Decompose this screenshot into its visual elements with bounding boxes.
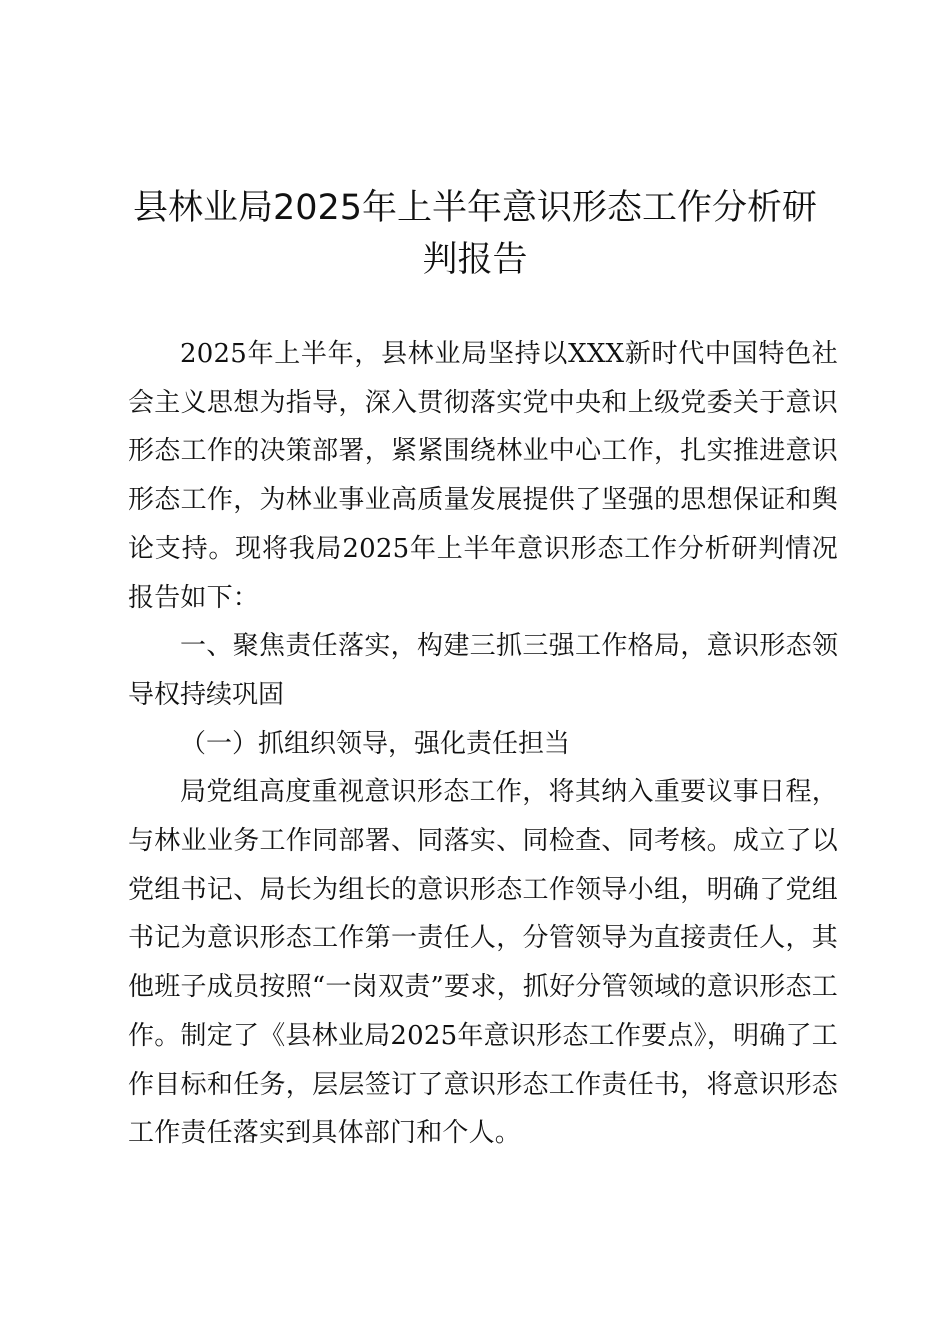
intro-paragraph: 2025年上半年，县林业局坚持以XXX新时代中国特色社会主义思想为指导，深入贯彻落实党中央和上级党委关于意识形态工作的决策部署，紧紧围绕林业中心工作，扎实推进意识形态工作，为林业事业高质量发展提供了坚强的思想保证和舆论支持。现将我局2025年上半年意识形态工作分析研判情况报告如下： bbox=[128, 339, 838, 613]
subsection-paragraph-1: 局党组高度重视意识形态工作，将其纳入重要议事日程，与林业业务工作同部署、同落实、同检查、同考核。成立了以党组书记、局长为组长的意识形态工作领导小组，明确了党组书记为意识形态工作第一责任人，分管领导为直接责任人，其他班子成员按照“一岗双责”要求，抓好分管领域的意识形态工作。制定了《县林业局2025年意识形态工作要点》，明确了工作目标和任务，层层签订了意识形态工作责任书，将意识形态工作责任落实到具体部门和个人。 bbox=[128, 777, 838, 1149]
document-title: 县林业局2025年上半年意识形态工作分析研判报告 bbox=[132, 188, 818, 280]
subsection-heading-1: （一）抓组织领导，强化责任担当 bbox=[180, 728, 571, 759]
section-heading-1: 一、聚焦责任落实，构建三抓三强工作格局，意识形态领导权持续巩固 bbox=[128, 631, 838, 710]
document-body bbox=[128, 330, 838, 1158]
